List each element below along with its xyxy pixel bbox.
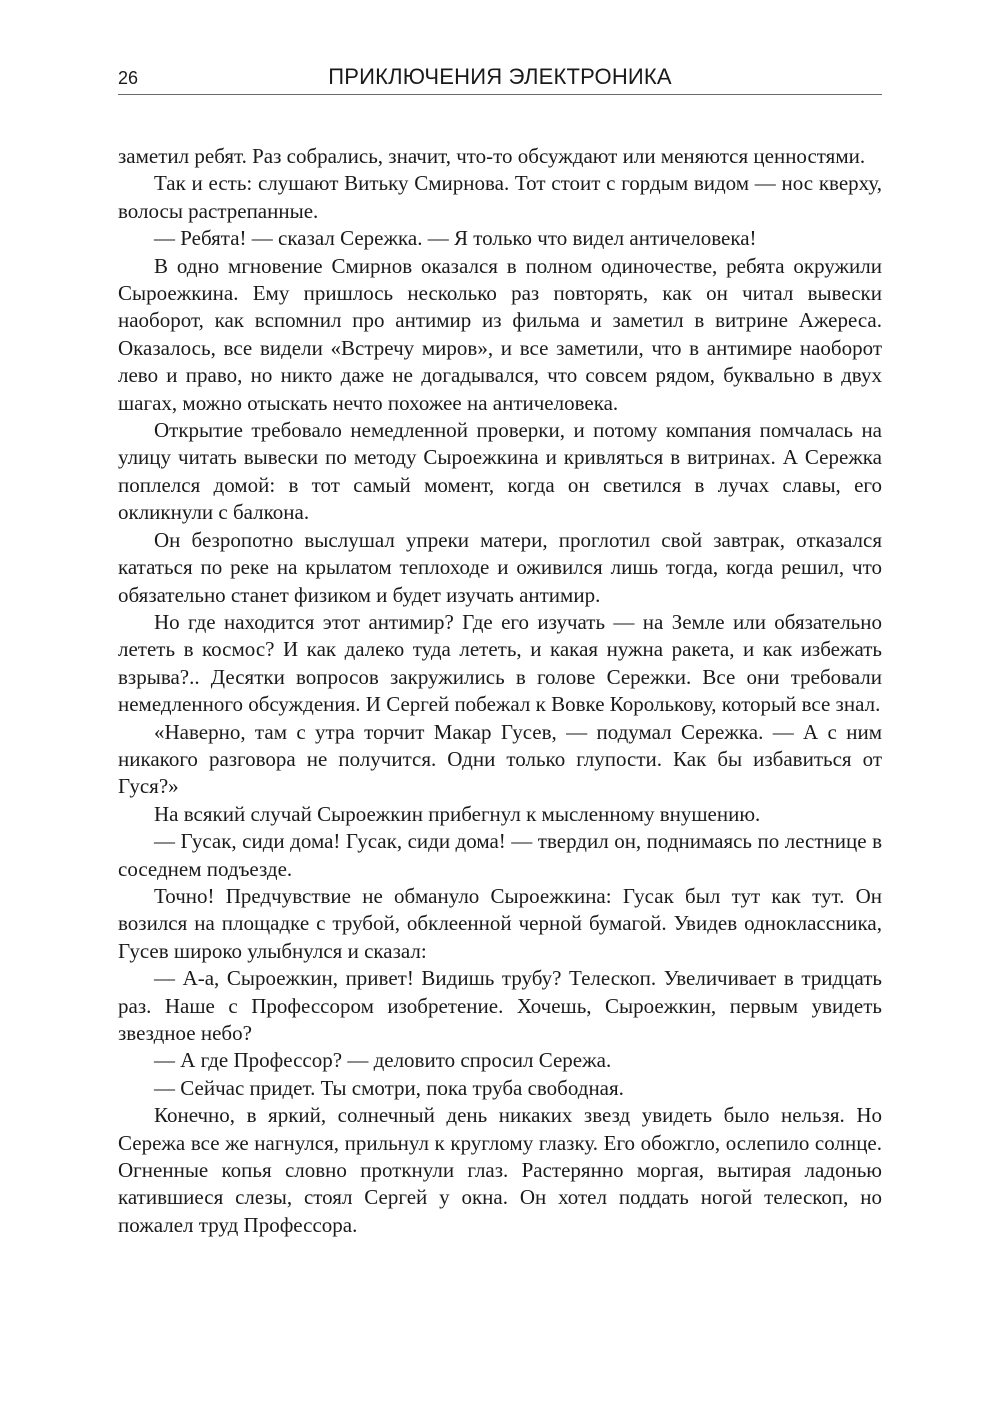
paragraph: «Наверно, там с утра торчит Макар Гусев, — подумал Сережка. — А с ним никакого разговора не получится. Одни только глупости. Как бы избавиться от Гуся?»	[118, 719, 882, 799]
paragraph: — Ребята! — сказал Сережка. — Я только что видел античеловека!	[154, 226, 757, 251]
paragraph: — А где Профессор? — деловито спросил Сережа.	[154, 1048, 612, 1073]
page-header	[118, 62, 882, 95]
paragraph: заметил ребят. Раз собрались, значит, что-то обсуждают или меняются ценностями.	[118, 144, 866, 168]
page-body	[118, 143, 882, 1239]
paragraph: — А-а, Сыроежкин, привет! Видишь трубу? Телескоп. Увеличивает в тридцать раз. Наше с Профессором изобретение. Хочешь, Сыроежкин, первым увидеть звездное небо?	[118, 966, 882, 1045]
paragraph: Но где находится этот антимир? Где его изучать — на Земле или обязательно лететь в космос? И как далеко туда лететь, и какая нужна ракета, и как избежать взрыва?.. Десятки вопросов закружились в голове Сережки. Все они требовали немедленного обсуждения. И Сергей побежал к Вовке Королькову, который все знал.	[118, 609, 882, 717]
paragraph: Так и есть: слушают Витьку Смирнова. Тот стоит с гордым видом — нос кверху, волосы растрепанные.	[118, 171, 882, 223]
paragraph: Точно! Предчувствие не обмануло Сыроежкина: Гусак был тут как тут. Он возился на площадке с трубой, обклеенной черной бумагой. Увидев одноклассника, Гусев широко улыбнулся и сказал:	[118, 883, 882, 963]
page-number: 26	[118, 68, 139, 88]
running-title: ПРИКЛЮЧЕНИЯ ЭЛЕКТРОНИКА	[328, 64, 672, 89]
paragraph: В одно мгновение Смирнов оказался в полном одиночестве, ребята окружили Сыроежкина. Ему пришлось несколько раз повторять, как он читал вывески наоборот, как вспомнил про антимир из фильма и заметил в витрине Ажереса. Оказалось, все видели «Встречу миров», и все заметили, что в антимире наоборот лево и право, но никто даже не догадывался, что совсем рядом, буквально в двух шагах, можно отыскать нечто похожее на античеловека.	[118, 253, 882, 415]
paragraph: Он безропотно выслушал упреки матери, проглотил свой завтрак, отказался кататься по реке на крылатом теплоходе и оживился лишь тогда, когда решил, что обязательно станет физиком и будет изучать антимир.	[118, 527, 882, 607]
paragraph: Конечно, в яркий, солнечный день никаких звезд увидеть было нельзя. Но Сережа все же нагнулся, прильнул к круглому глазку. Его обожгло, ослепило солнце. Огненные копья словно проткнули глаз. Растерянно моргая, вытирая ладонью катившиеся слезы, стоял Сергей у окна. Он хотел поддать ногой телескоп, но пожалел труд Профессора.	[118, 1103, 882, 1237]
paragraph: Открытие требовало немедленной проверки, и потому компания помчалась на улицу читать вывески по методу Сыроежкина и кривляться в витринах. А Сережка поплелся домой: в тот самый момент, когда он светился в лучах славы, его окликнули с балкона.	[118, 418, 882, 525]
paragraph: — Сейчас придет. Ты смотри, пока труба свободная.	[154, 1075, 624, 1100]
paragraph: — Гусак, сиди дома! Гусак, сиди дома! — твердил он, поднимаясь по лестнице в соседнем подъезде.	[118, 829, 882, 881]
paragraph: На всякий случай Сыроежкин прибегнул к мысленному внушению.	[154, 801, 761, 826]
